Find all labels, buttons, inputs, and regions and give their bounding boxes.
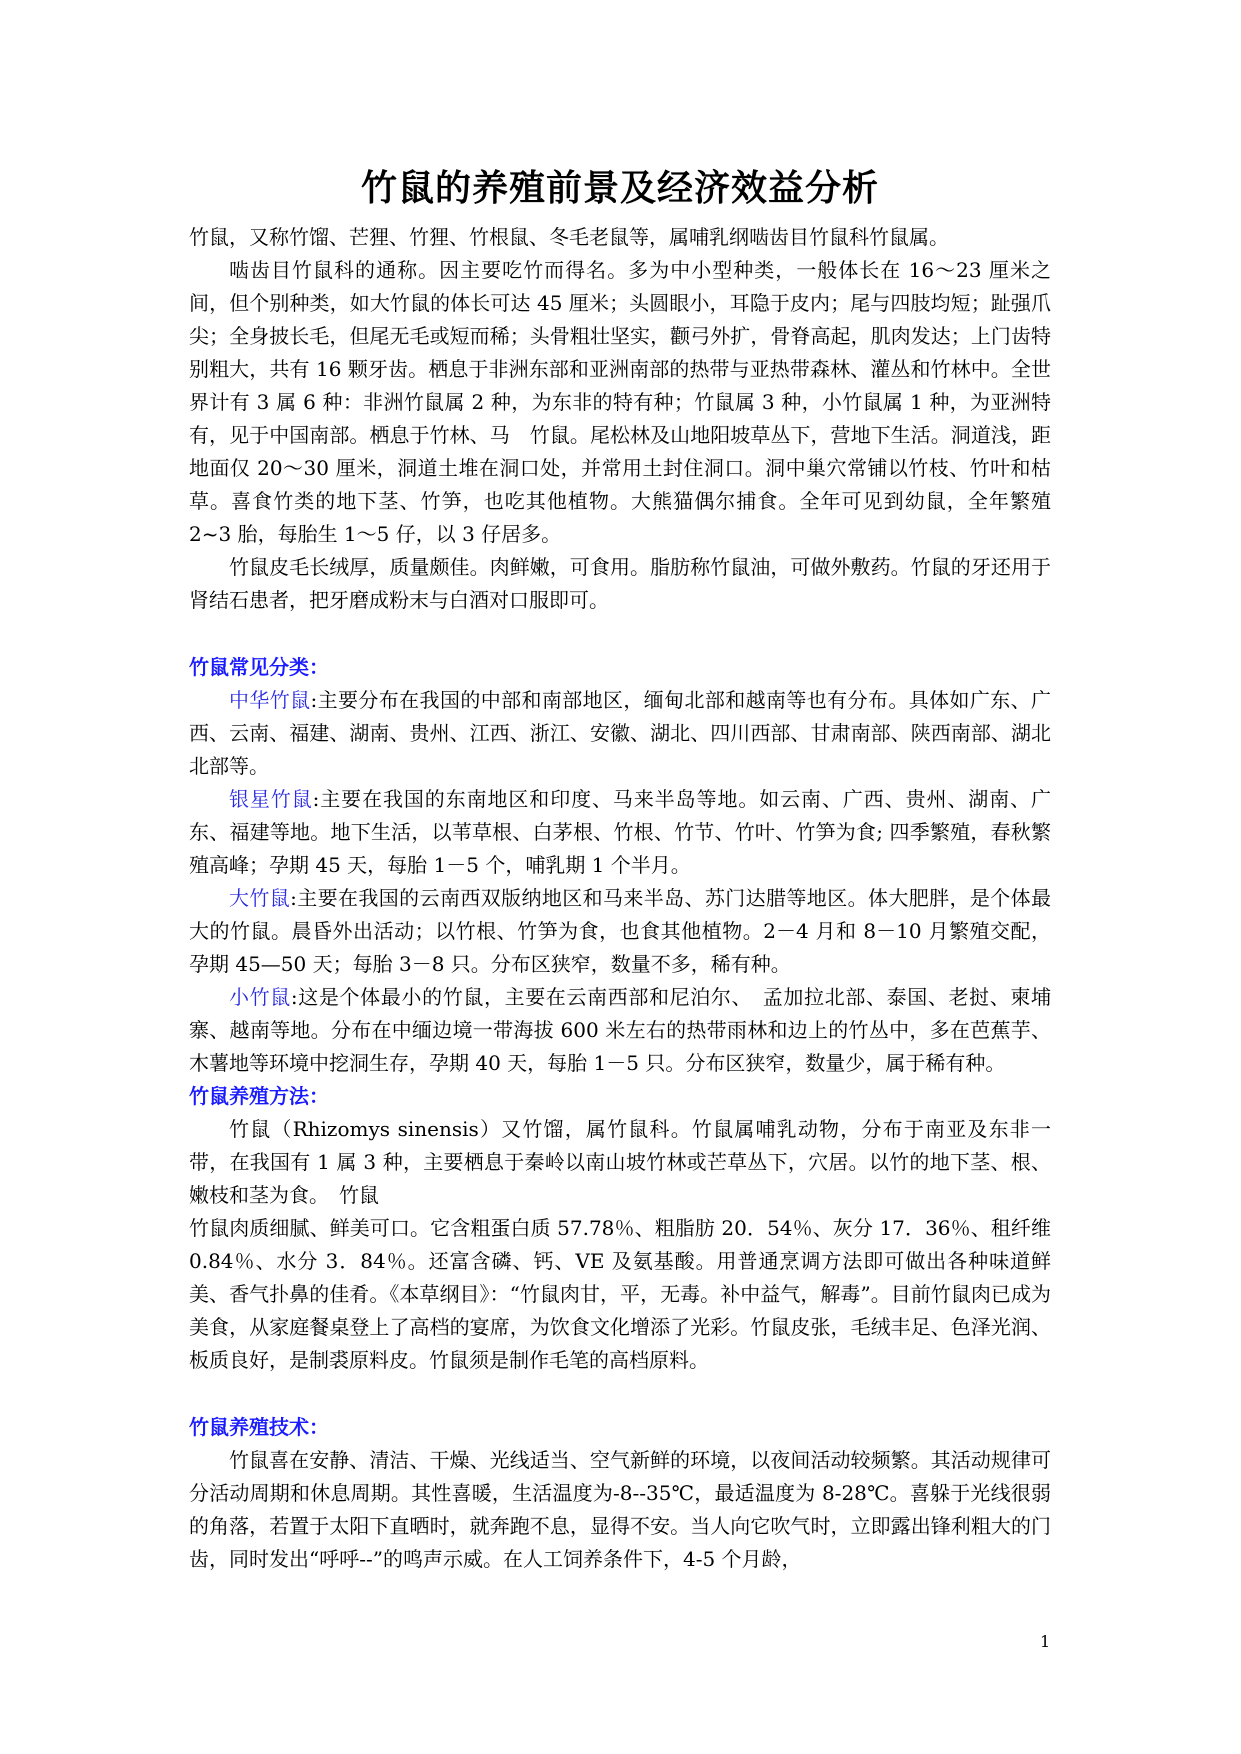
page-number: 1: [1040, 1632, 1051, 1651]
technique-paragraph-1: 竹鼠喜在安静、清洁、干燥、光线适当、空气新鲜的环境，以夜间活动较频繁。其活动规律可分活动周期和休息周期。其性喜暖，生活温度为-8--35℃，最适温度为 8-28℃。喜躲于光线很弱的角落，若置于太阳下直晒时，就奔跑不息，显得不安。当人向它吹气时，立即露出锋利粗大的门齿，同时发出“呼呼--”的鸣声示威。在人工饲养条件下，4-5 个月龄，: [189, 1448, 1051, 1571]
intro-paragraph-3: 竹鼠皮毛长绒厚，质量颇佳。肉鲜嫩，可食用。脂肪称竹鼠油，可做外敷药。竹鼠的牙还用于肾结石患者，把牙磨成粉末与白酒对口服即可。: [189, 555, 1051, 612]
intro-paragraph-2: 啮齿目竹鼠科的通称。因主要吃竹而得名。多为中小型种类，一般体长在 16～23 厘米之间，但个别种类，如大竹鼠的体长可达 45 厘米；头圆眼小，耳隐于皮内；尾与四肢均短；趾强爪尖；全身披长毛，但尾无毛或短而稀；头骨粗壮坚实，颧弓外扩，骨脊高起，肌肉发达；上门齿特别粗大，共有 16 颗牙齿。栖息于非洲东部和亚洲南部的热带与亚热带森林、灌丛和竹林中。全世界计有 3 属 6 种：非洲竹鼠属 2 种，为东非的特有种；竹鼠属 3 种，小竹鼠属 1 种，为亚洲特有，见于中国南部。栖息于竹林、马 竹鼠。尾松林及山地阳坡草丛下，营地下生活。洞道浅，距地面仅 20～30 厘米，洞道土堆在洞口处，并常用土封住洞口。洞中巢穴常铺以竹枝、竹叶和枯草。喜食竹类的地下茎、竹笋，也吃其他植物。大熊猫偶尔捕食。全年可见到幼鼠，全年繁殖 2~3 胎，每胎生 1～5 仔，以 3 仔居多。: [189, 258, 1051, 546]
classification-item-text: :主要在我国的云南西双版纳地区和马来半岛、苏门达腊等地区。体大肥胖，是个体最大的竹鼠。晨昏外出活动；以竹根、竹笋为食，也食其他植物。2－4 月和 8－10 月繁殖交配，孕期 45—50 天；每胎 3－8 只。分布区狭窄，数量不多，稀有种。: [189, 886, 1052, 976]
method-paragraph-2: 竹鼠肉质细腻、鲜美可口。它含粗蛋白质 57.78％、粗脂肪 20．54％、灰分 17．36％、租纤维 0.84％、水分 3．84％。还富含磷、钙、VE 及氨基酸。用普通烹调方法即可做出各种味道鲜美、香气扑鼻的佳肴。《本草纲目》：“竹鼠肉甘，平，无毒。补中益气，解毒”。目前竹鼠肉已成为美食，从家庭餐桌登上了高档的宴席，为饮食文化增添了光彩。竹鼠皮张，毛绒丰足、色泽光润、板质良好，是制裘原料皮。竹鼠须是制作毛笔的高档原料。: [189, 1216, 1051, 1372]
classification-item-name: 大竹鼠: [229, 886, 291, 910]
classification-item: [189, 882, 1051, 981]
page-content: [189, 160, 1051, 1576]
classification-item-text: :主要在我国的东南地区和印度、马来半岛等地。如云南、广西、贵州、湖南、广东、福建等地。地下生活，以苇草根、白茅根、竹根、竹节、竹叶、竹笋为食; 四季繁殖，春秋繁殖高峰；孕期 45 天，每胎 1－5 个，哺乳期 1 个半月。: [189, 787, 1051, 877]
spacer: [189, 617, 1051, 651]
classification-heading: 竹鼠常见分类：: [189, 655, 329, 679]
classification-item-text: :主要分布在我国的中部和南部地区，缅甸北部和越南等也有分布。具体如广东、广西、云南、福建、湖南、贵州、江西、浙江、安徽、湖北、四川西部、甘肃南部、陕西南部、湖北北部等。: [189, 688, 1051, 778]
technique-heading: 竹鼠养殖技术：: [189, 1415, 329, 1439]
method-paragraph-1: 竹鼠（Rhizomys sinensis）又竹馏，属竹鼠科。竹鼠属哺乳动物，分布于南亚及东非一带，在我国有 1 属 3 种，主要栖息于秦岭以南山坡竹林或芒草丛下，穴居。以竹的地下茎、根、嫩枝和茎为食。 竹鼠: [189, 1117, 1051, 1207]
classification-item: [189, 783, 1051, 882]
intro-paragraph-1: 竹鼠，又称竹馏、芒狸、竹狸、竹根鼠、冬毛老鼠等，属哺乳纲啮齿目竹鼠科竹鼠属。: [189, 225, 949, 249]
classification-item-name: 银星竹鼠: [229, 787, 313, 811]
spacer: [189, 1377, 1051, 1411]
classification-item: [189, 981, 1051, 1080]
classification-item: [189, 684, 1051, 783]
page-title: 竹鼠的养殖前景及经济效益分析: [360, 168, 879, 209]
classification-item-name: 中华竹鼠: [229, 688, 311, 712]
classification-item-text: :这是个体最小的竹鼠，主要在云南西部和尼泊尔、 孟加拉北部、泰国、老挝、柬埔寨、越南等地。分布在中缅边境一带海拔 600 米左右的热带雨林和边上的竹丛中，多在芭蕉芋、木薯地等环境中挖洞生存，孕期 40 天，每胎 1－5 只。分布区狭窄，数量少，属于稀有种。: [189, 985, 1052, 1075]
classification-item-name: 小竹鼠: [229, 985, 291, 1009]
method-heading: 竹鼠养殖方法：: [189, 1084, 329, 1108]
